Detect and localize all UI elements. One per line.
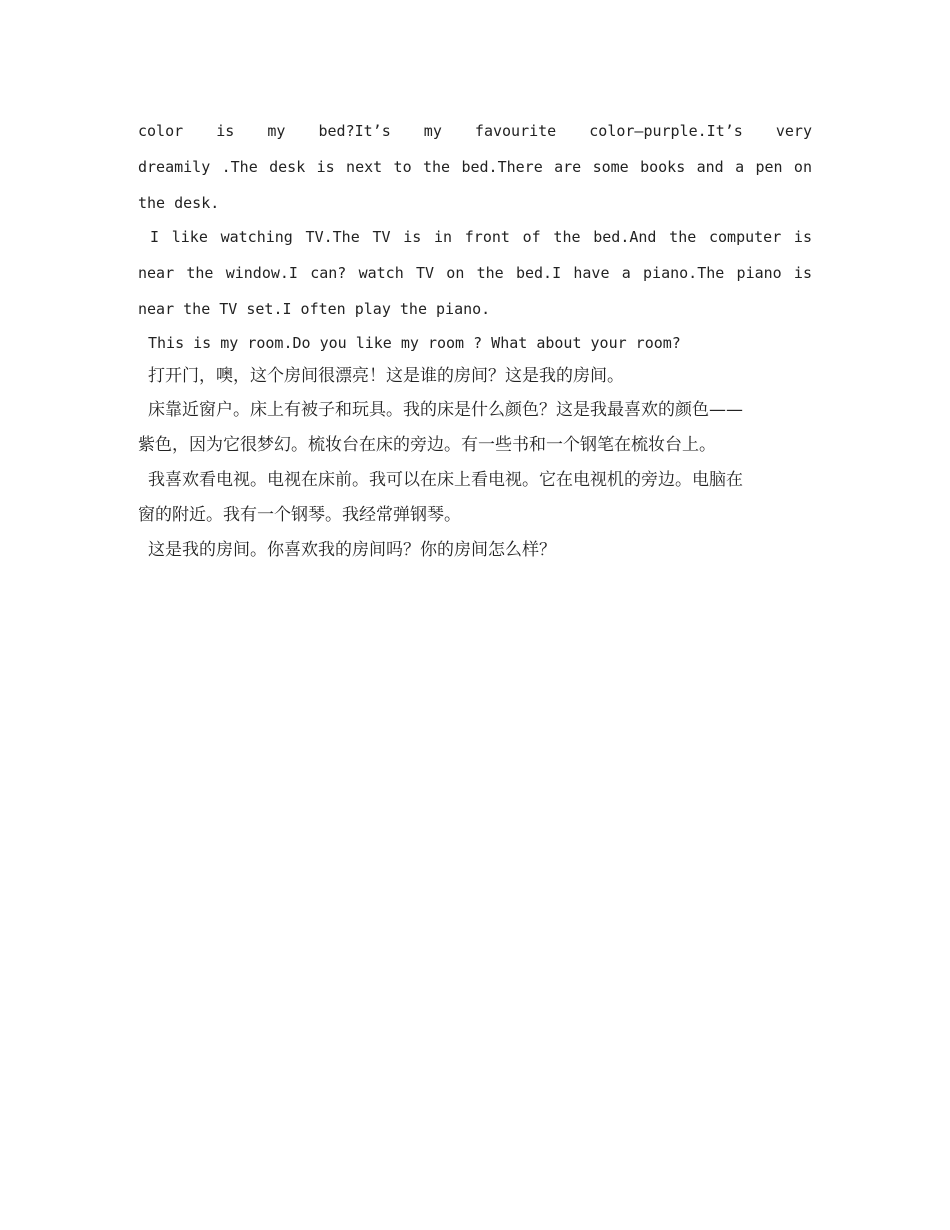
english-paragraph-2-line-1: I like watching TV.The TV is in front of the bed.And the computer is bbox=[150, 228, 812, 246]
chinese-paragraph-2-line-2: 紫色，因为它很梦幻。梳妆台在床的旁边。有一些书和一个钢笔在梳妆台上。 bbox=[138, 435, 716, 455]
english-paragraph-3-line-1: This is my room.Do you like my room ? What about your room? bbox=[148, 334, 681, 352]
chinese-paragraph-3-line-1: 我喜欢看电视。电视在床前。我可以在床上看电视。它在电视机的旁边。电脑在 bbox=[148, 470, 743, 490]
english-paragraph-2-line-3: near the TV set.I often play the piano. bbox=[138, 300, 491, 318]
english-paragraph-1-line-3: the desk. bbox=[138, 194, 220, 212]
chinese-paragraph-3-line-2: 窗的附近。我有一个钢琴。我经常弹钢琴。 bbox=[138, 505, 461, 525]
chinese-paragraph-1-line-1: 打开门，噢，这个房间很漂亮！这是谁的房间？这是我的房间。 bbox=[148, 366, 624, 386]
english-paragraph-2-line-2: near the window.I can? watch TV on the bed.I have a piano.The piano is bbox=[138, 264, 812, 282]
english-paragraph-1-line-2: dreamily .The desk is next to the bed.There are some books and a pen on bbox=[138, 158, 812, 176]
chinese-paragraph-2-line-1: 床靠近窗户。床上有被子和玩具。我的床是什么颜色？这是我最喜欢的颜色—— bbox=[148, 400, 743, 420]
chinese-paragraph-4-line-1: 这是我的房间。你喜欢我的房间吗？你的房间怎么样？ bbox=[148, 540, 556, 560]
english-paragraph-1-line-1: color is my bed?It’s my favourite color—purple.It’s very bbox=[138, 122, 812, 140]
